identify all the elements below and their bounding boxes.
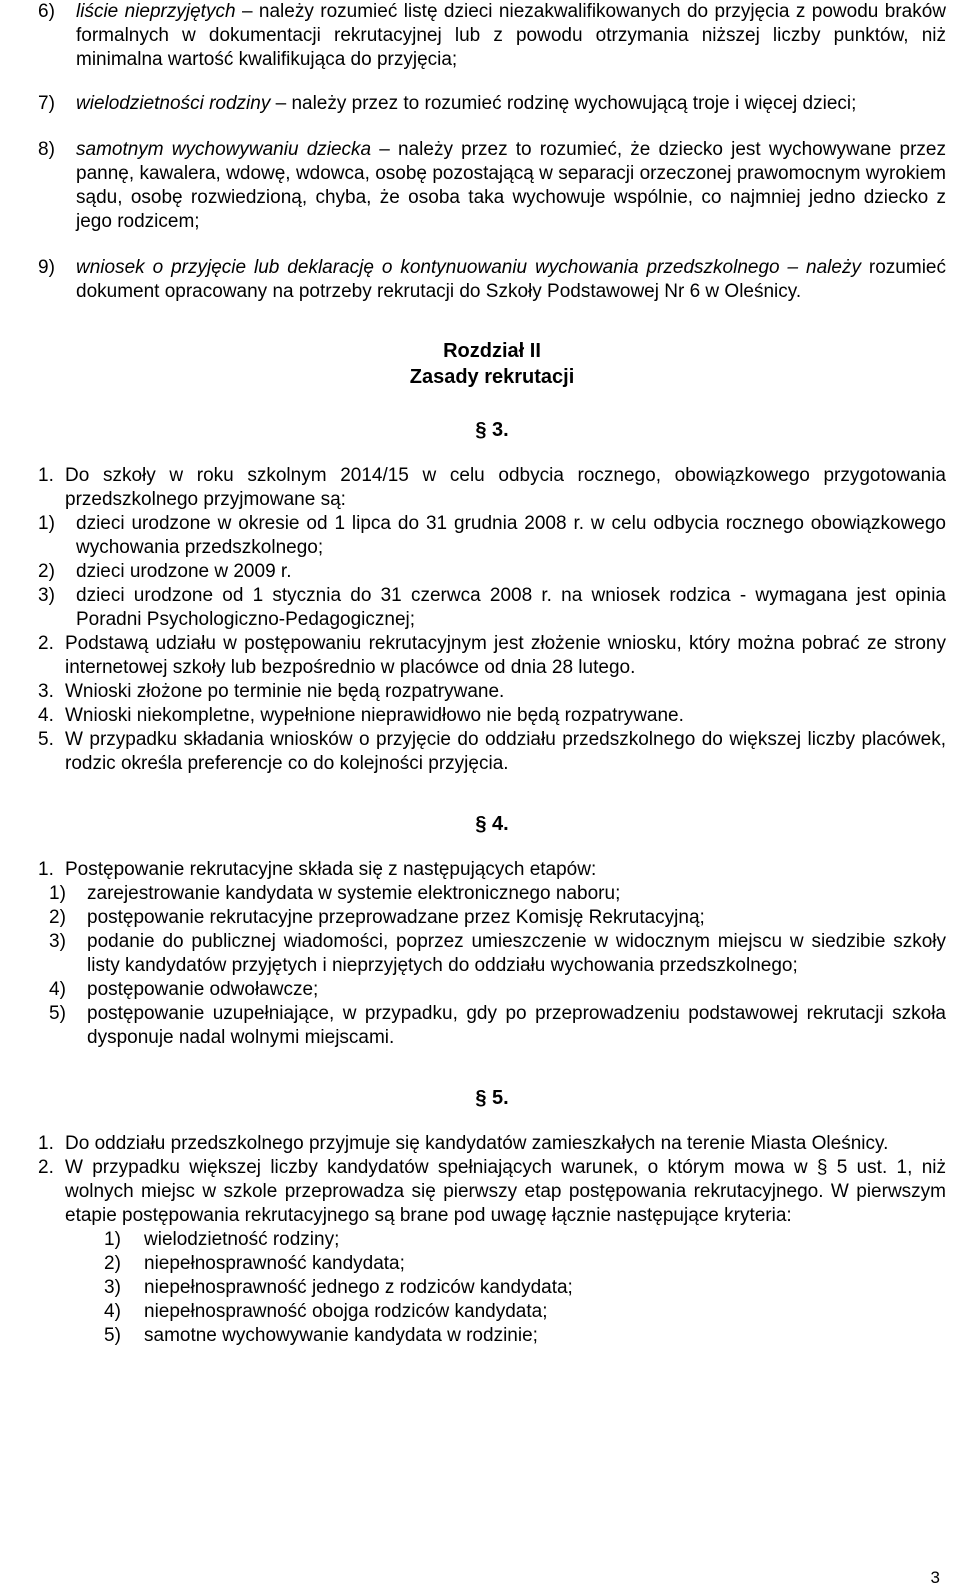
p3-point-4 [38, 704, 946, 728]
point-text: W przypadku większej liczby kandydatów spełniających warunek, o którym mowa w § 5 ust. 1, niż wolnych miejsc w szkole przeprowadza się pierwszy etap postępowania rekrutacyjnego. W pierwszym etapie postępowania rekrutacyjnego są brane pod uwagę łącznie następujące kryteria: [65, 1157, 946, 1226]
p5-point-1 [38, 1132, 946, 1156]
chapter-heading [38, 338, 946, 390]
item-number: 3) [104, 1277, 121, 1298]
paragraph-3-sign: § 3. [475, 419, 509, 441]
item-text: wielodzietność rodziny; [144, 1229, 340, 1250]
item-number: 2) [49, 907, 66, 928]
point-text: W przypadku składania wniosków o przyjęcie do oddziału przedszkolnego do większej liczby placówek, rodzic określa preferencje co do kolejności przyjęcia. [65, 729, 946, 774]
point-text: Podstawą udziału w postępowaniu rekrutacyjnym jest złożenie wniosku, który można pobrać ze strony internetowej szkoły lub bezpośrednio w placówce od dnia 28 lutego. [65, 633, 946, 678]
chapter-subtitle: Zasady rekrutacji [409, 366, 575, 388]
item-text: samotne wychowywanie kandydata w rodzinie; [144, 1325, 538, 1346]
definition-term: samotnym wychowywaniu dziecka [76, 139, 372, 160]
point-text: Do oddziału przedszkolnego przyjmuje się kandydatów zamieszkałych na terenie Miasta Oleśnicy. [65, 1133, 889, 1154]
point-number: 1. [38, 859, 54, 880]
p3-subitem-1 [38, 512, 946, 560]
item-number: 7) [38, 93, 55, 114]
chapter-title: Rozdział II [443, 340, 541, 362]
point-number: 2. [38, 1157, 54, 1178]
item-text: postępowanie rekrutacyjne przeprowadzane przez Komisję Rekrutacyjną; [87, 907, 705, 928]
criterion-2 [104, 1252, 946, 1276]
criterion-4 [104, 1300, 946, 1324]
definition-term: wniosek o przyjęcie lub deklarację o kontynuowaniu wychowania przedszkolnego – należy [76, 257, 861, 278]
p3-point-2 [38, 632, 946, 680]
item-text: podanie do publicznej wiadomości, poprzez umieszczenie w widocznym miejscu w siedzibie szkoły listy kandydatów przyjętych i nieprzyjętych do oddziału wychowania przedszkolnego; [87, 931, 946, 976]
p3-point-5 [38, 728, 946, 776]
point-text: Do szkoły w roku szkolnym 2014/15 w celu odbycia rocznego, obowiązkowego przygotowania przedszkolnego przyjmowane są: [65, 465, 946, 510]
point-text: Wnioski złożone po terminie nie będą rozpatrywane. [65, 681, 505, 702]
point-number: 1. [38, 1133, 54, 1154]
definition-text: – należy przez to rozumieć, że dziecko jest wychowywane przez pannę, kawalera, wdowę, wdowca, osobę pozostającą w separacji orzeczonej prawomocnym wyrokiem sądu, osobę rozwiedzioną, chyba, że osoba taka wychowuje wspólnie, co najmniej jedno dziecko z jego rodzicem; [76, 139, 946, 232]
p3-point-3 [38, 680, 946, 704]
p4-subitem-2 [49, 906, 946, 930]
paragraph-4 [38, 858, 946, 1050]
item-number: 8) [38, 139, 55, 160]
item-text: postępowanie odwoławcze; [87, 979, 319, 1000]
point-number: 5. [38, 729, 54, 750]
item-number: 4) [49, 979, 66, 1000]
item-number: 2) [38, 561, 55, 582]
item-text: dzieci urodzone w 2009 r. [76, 561, 292, 582]
p4-subitem-5 [49, 1002, 946, 1050]
item-number: 1) [38, 513, 55, 534]
item-number: 3) [49, 931, 66, 952]
item-number: 9) [38, 257, 55, 278]
point-text: Wnioski niekompletne, wypełnione nieprawidłowo nie będą rozpatrywane. [65, 705, 684, 726]
point-number: 1. [38, 465, 54, 486]
document-page [38, 0, 946, 1348]
definition-item-6 [38, 0, 946, 72]
page-number: 3 [930, 1568, 940, 1587]
definition-term: wielodzietności rodziny [76, 93, 271, 114]
item-text: niepełnosprawność kandydata; [144, 1253, 405, 1274]
item-number: 2) [104, 1253, 121, 1274]
p3-point-1 [38, 464, 946, 512]
point-number: 2. [38, 633, 54, 654]
point-number: 3. [38, 681, 54, 702]
item-text: niepełnosprawność jednego z rodziców kandydata; [144, 1277, 573, 1298]
paragraph-3 [38, 464, 946, 776]
definition-text: – należy rozumieć listę dzieci niezakwalifikowanych do przyjęcia z powodu braków formalnych w dokumentacji rekrutacyjnej lub z powodu otrzymania niższej liczby punktów, niż minimalna wartość kwalifikująca do przyjęcia; [76, 1, 946, 70]
paragraph-4-sign: § 4. [475, 813, 509, 835]
definition-term: liście nieprzyjętych [76, 1, 236, 22]
item-number: 3) [38, 585, 55, 606]
definitions-list [38, 0, 946, 304]
item-text: dzieci urodzone w okresie od 1 lipca do 31 grudnia 2008 r. w celu odbycia rocznego obowiązkowego wychowania przedszkolnego; [76, 513, 946, 558]
item-number: 6) [38, 1, 55, 22]
item-number: 4) [104, 1301, 121, 1322]
item-text: niepełnosprawność obojga rodziców kandydata; [144, 1301, 548, 1322]
definition-item-8 [38, 138, 946, 234]
p3-subitem-2 [38, 560, 946, 584]
item-number: 5) [104, 1325, 121, 1346]
p5-point-2 [38, 1156, 946, 1228]
p4-point-1 [38, 858, 946, 882]
definition-item-9 [38, 256, 946, 304]
p4-subitem-1 [49, 882, 946, 906]
p3-subitem-3 [38, 584, 946, 632]
item-number: 5) [49, 1003, 66, 1024]
criterion-1 [104, 1228, 946, 1252]
point-text: Postępowanie rekrutacyjne składa się z następujących etapów: [65, 859, 597, 880]
paragraph-5 [38, 1132, 946, 1348]
criterion-5 [104, 1324, 946, 1348]
definition-text: rozumieć dokument opracowany na potrzeby rekrutacji do Szkoły Podstawowej Nr 6 w Oleśnicy. [76, 257, 946, 302]
criterion-3 [104, 1276, 946, 1300]
paragraph-5-sign: § 5. [475, 1087, 509, 1109]
p4-subitem-4 [49, 978, 946, 1002]
definition-text: – należy przez to rozumieć rodzinę wychowującą troje i więcej dzieci; [270, 93, 857, 114]
definition-item-7 [38, 92, 946, 116]
item-number: 1) [49, 883, 66, 904]
item-text: dzieci urodzone od 1 stycznia do 31 czerwca 2008 r. na wniosek rodzica - wymagana jest opinia Poradni Psychologiczno-Pedagogicznej; [76, 585, 946, 630]
p4-subitem-3 [49, 930, 946, 978]
item-text: zarejestrowanie kandydata w systemie elektronicznego naboru; [87, 883, 621, 904]
point-number: 4. [38, 705, 54, 726]
item-text: postępowanie uzupełniające, w przypadku, gdy po przeprowadzeniu podstawowej rekrutacji szkoła dysponuje nadal wolnymi miejscami. [87, 1003, 946, 1048]
item-number: 1) [104, 1229, 121, 1250]
